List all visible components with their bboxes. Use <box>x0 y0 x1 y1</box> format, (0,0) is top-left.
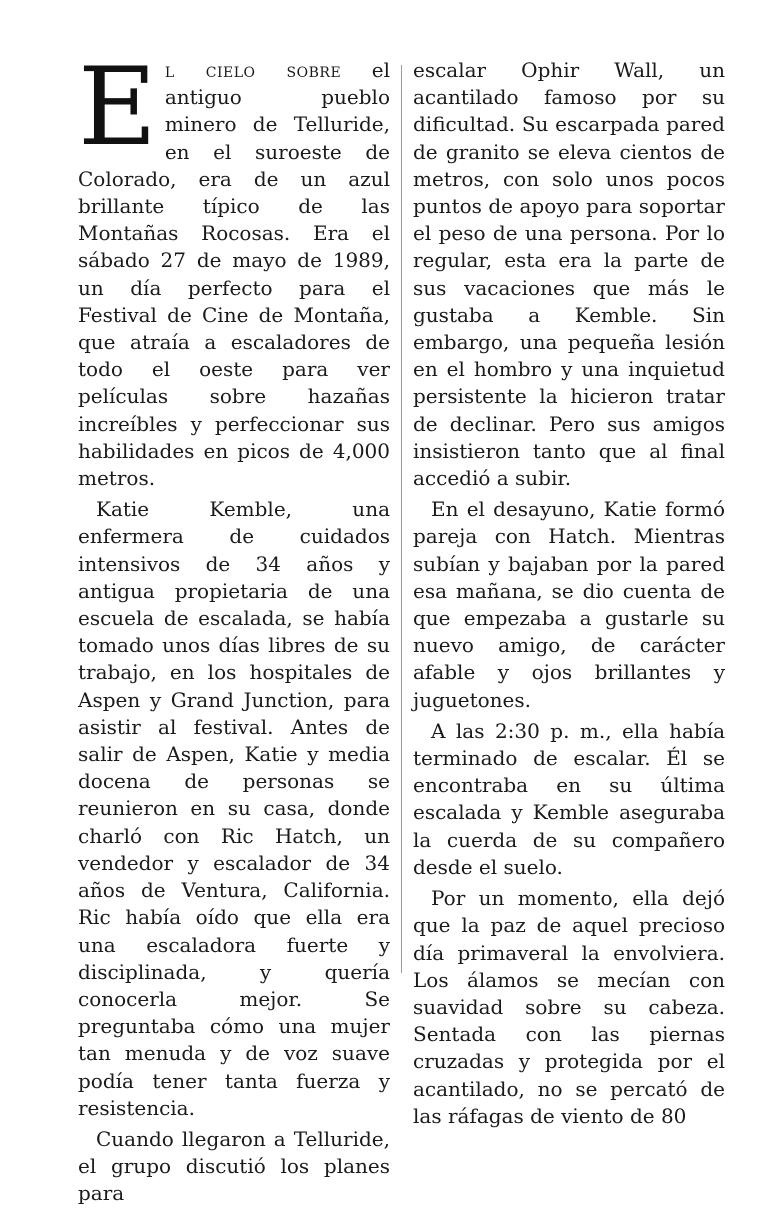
paragraph-1 <box>78 45 390 492</box>
paragraph-1-text: el antiguo pueblo minero de Telluride, en el suroeste de Colorado, era de un azul brillante típico de las Montañas Rocosas. Era el sábado 27 de mayo de 1989, un día perfecto para el Festival de Cine de Montaña, que atraía a escaladores de todo el oeste para ver películas sobre hazañas increíbles y perfeccionar sus habilidades en picos de 4,000 metros. <box>78 58 390 491</box>
lead-in-small-caps: l cielo sobre <box>164 58 342 82</box>
left-column <box>78 45 390 1208</box>
paragraph-4: En el desayuno, Katie formó pareja con Hatch. Mientras subían y bajaban por la pared esa mañana, se dio cuenta de que empezaba a gustarle su nuevo amigo, de carácter afable y ojos brillantes y juguetones. <box>413 497 725 712</box>
paragraph-5: A las 2:30 p. m., ella había terminado de escalar. Él se encontraba en su última escalada y Kemble aseguraba la cuerda de su compañero desde el suelo. <box>413 718 725 879</box>
paragraph-3-start: Cuando llegaron a Telluride, el grupo discutió los planes para <box>78 1126 390 1206</box>
column-divider <box>401 65 402 973</box>
paragraph-3-continued: escalar Ophir Wall, un acantilado famoso por su dificultad. Su escarpada pared de granito se eleva cientos de metros, con solo unos pocos puntos de apoyo para soportar el peso de una persona. Por lo regular, esta era la parte de sus vacaciones que más le gustaba a Kemble. Sin embargo, una pequeña lesión en el hombro y una inquietud persistente la hicieron tratar de declinar. Pero sus amigos insistieron tanto que al final accedió a subir. <box>413 58 725 491</box>
drop-cap: E <box>78 45 157 170</box>
right-column <box>413 57 725 1130</box>
paragraph-2: Katie Kemble, una enfermera de cuidados intensivos de 34 años y antigua propietaria de una escuela de escalada, se había tomado unos días libres de su trabajo, en los hospitales de Aspen y Grand Junction, para asistir al festival. Antes de salir de Aspen, Katie y media docena de personas se reunieron en su casa, donde charló con Ric Hatch, un vendedor y escalador de 34 años de Ventura, California. Ric había oído que ella era una escaladora fuerte y disciplinada, y quería conocerla mejor. Se preguntaba cómo una mujer tan menuda y de voz suave podía tener tanta fuerza y resistencia. <box>78 497 390 1120</box>
paragraph-6: Por un momento, ella dejó que la paz de aquel precioso día primaveral la envolviera. Los álamos se mecían con suavidad sobre su cabeza. Sentada con las piernas cruzadas y protegida por el acantilado, no se percató de las ráfagas de viento de 80 <box>413 886 725 1128</box>
